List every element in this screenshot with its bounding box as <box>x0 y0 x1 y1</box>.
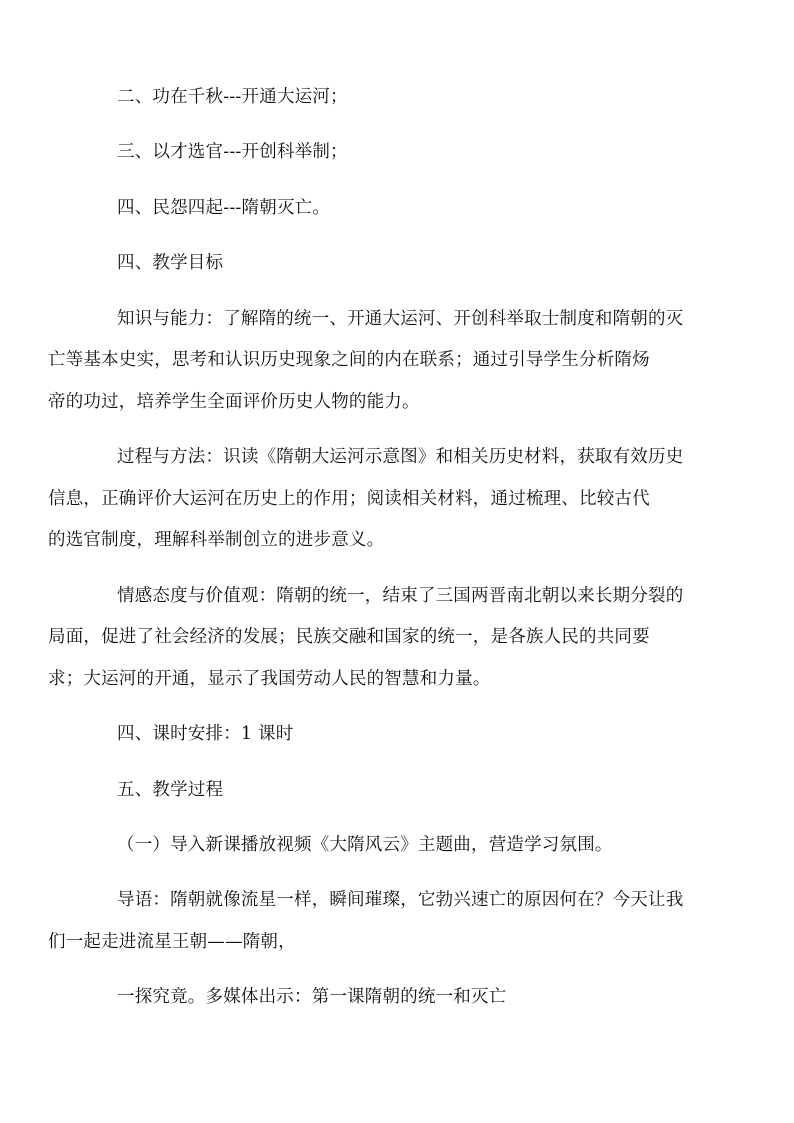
emotion-line-2: 局面，促进了社会经济的发展；民族交融和国家的统一，是各族人民的共同要 <box>48 627 650 647</box>
outline-item-4: 四、民怨四起---隋朝灭亡。 <box>117 198 331 218</box>
knowledge-line-3: 帝的功过，培养学生全面评价历史人物的能力。 <box>48 392 420 412</box>
lead-line-2: 们一起走进流星王朝——隋朝， <box>48 932 296 952</box>
lead-line-1: 导语：隋朝就像流星一样，瞬间璀璨，它勃兴速亡的原因何在？今天让我 <box>117 890 684 910</box>
media-paragraph: 一探究竟。多媒体出示：第一课隋朝的统一和灭亡 <box>117 987 507 1007</box>
outline-item-3: 三、以才选官---开创科举制； <box>117 142 348 162</box>
schedule-heading: 四、课时安排：1 课时 <box>117 724 294 744</box>
process-line-1: 过程与方法：识读《隋朝大运河示意图》和相关历史材料，获取有效历史 <box>117 447 684 467</box>
section-heading-objectives: 四、教学目标 <box>117 253 224 273</box>
knowledge-line-2: 亡等基本史实，思考和认识历史现象之间的内在联系；通过引导学生分析隋炀 <box>48 350 650 370</box>
knowledge-line-1: 知识与能力：了解隋的统一、开通大运河、开创科举取士制度和隋朝的灭 <box>117 309 684 329</box>
process-line-3: 的选官制度，理解科举制创立的进步意义。 <box>48 530 385 550</box>
process-line-2: 信息，正确评价大运河在历史上的作用；阅读相关材料，通过梳理、比较古代 <box>48 489 650 509</box>
emotion-line-1: 情感态度与价值观：隋朝的统一，结束了三国两晋南北朝以来长期分裂的 <box>117 586 684 606</box>
intro-paragraph: （一）导入新课播放视频《大隋风云》主题曲，营造学习氛围。 <box>117 835 613 855</box>
emotion-line-3: 求；大运河的开通，显示了我国劳动人民的智慧和力量。 <box>48 669 491 689</box>
teaching-process-heading: 五、教学过程 <box>117 780 224 800</box>
outline-item-2: 二、功在千秋---开通大运河； <box>117 87 348 107</box>
